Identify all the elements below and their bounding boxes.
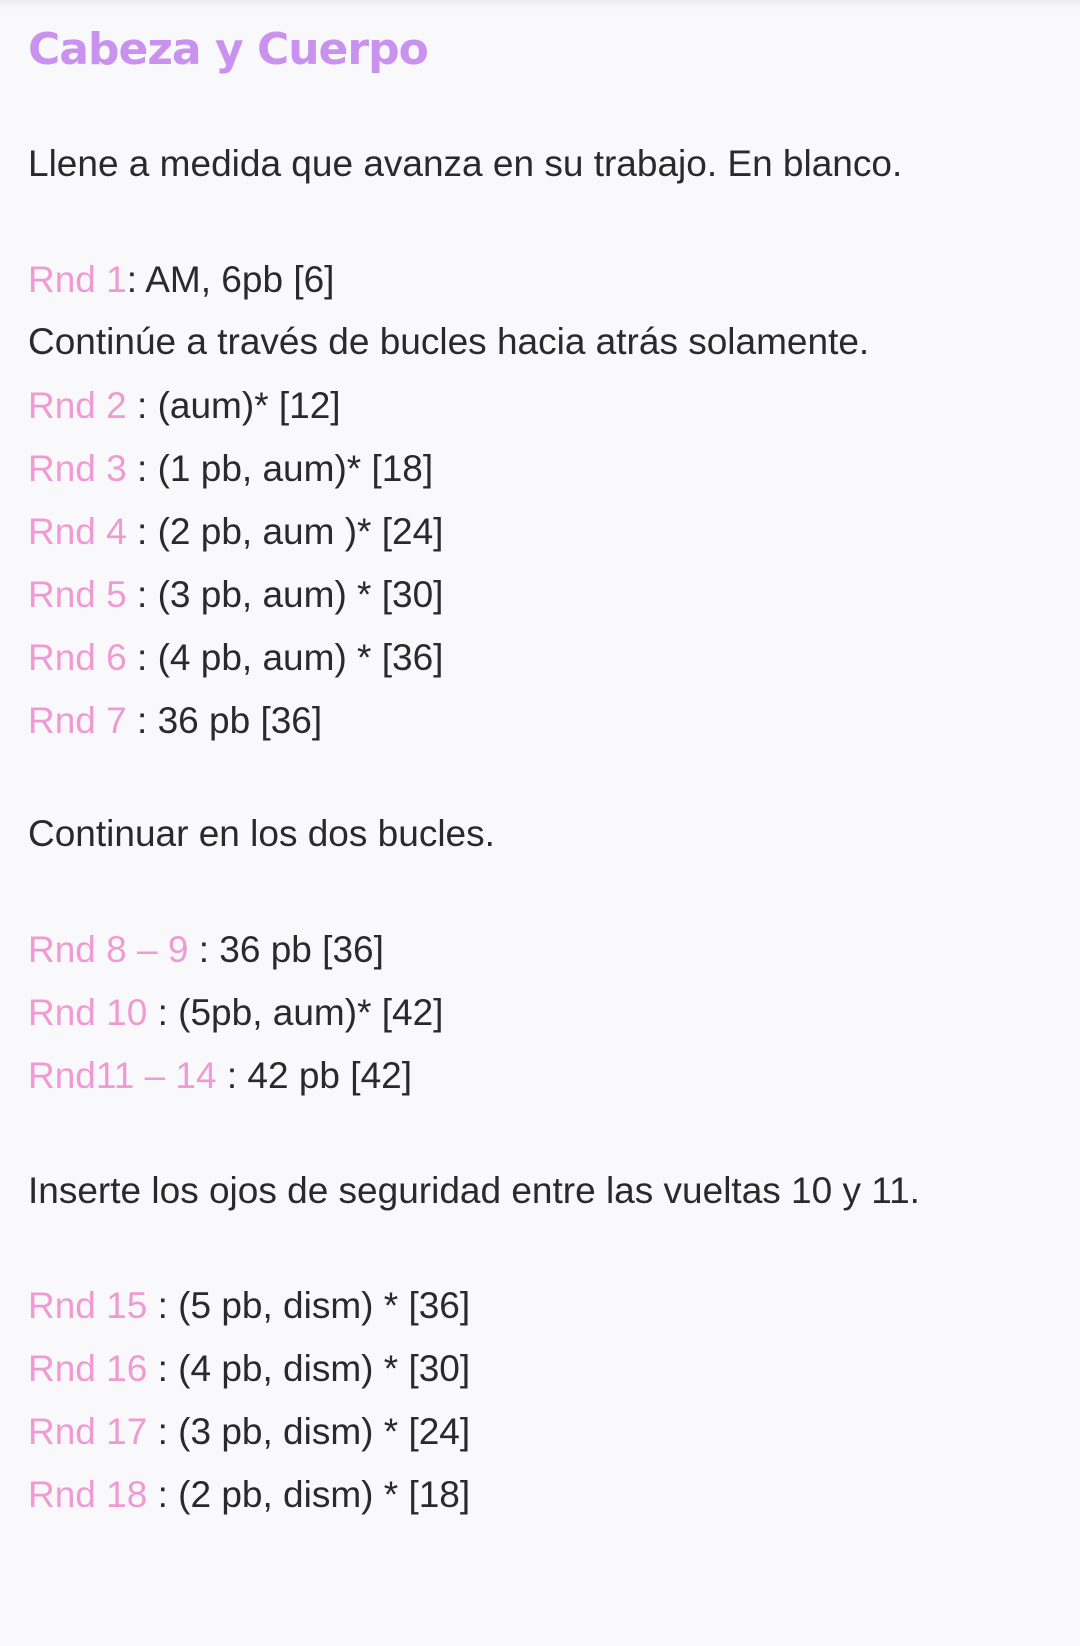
round-row — [28, 571, 443, 619]
round-row — [28, 1471, 470, 1519]
round-instruction: : (3 pb, dism) * [24] — [147, 1411, 471, 1452]
round-row — [28, 697, 322, 745]
round-row — [28, 634, 443, 682]
round-row — [28, 508, 443, 556]
round-label: Rnd 6 — [28, 637, 127, 678]
round-instruction: : AM, 6pb [6] — [126, 259, 335, 300]
intro-text: Llene a medida que avanza en su trabajo. En blanco. — [28, 143, 903, 184]
round-row — [28, 989, 443, 1037]
round-instruction: : (2 pb, aum )* [24] — [126, 511, 444, 552]
round-instruction: : 36 pb [36] — [188, 929, 384, 970]
round-instruction: : (5 pb, dism) * [36] — [147, 1285, 471, 1326]
round-instruction: : 36 pb [36] — [126, 700, 323, 741]
round-instruction: : (4 pb, aum) * [36] — [126, 637, 444, 678]
round-instruction: : (1 pb, aum)* [18] — [126, 448, 434, 489]
round-label: Rnd 16 — [28, 1348, 148, 1389]
round-label: Rnd 18 — [28, 1474, 148, 1515]
round-label: Rnd 15 — [28, 1285, 148, 1326]
round-row — [28, 1282, 470, 1330]
round-label: Rnd 17 — [28, 1411, 148, 1452]
round-instruction: : (2 pb, dism) * [18] — [147, 1474, 471, 1515]
both-loops-note: Continuar en los dos bucles. — [28, 813, 495, 854]
back-loops-note: Continúe a través de bucles hacia atrás solamente. — [28, 321, 870, 362]
round-label: Rnd 8 – 9 — [28, 929, 189, 970]
round-row — [28, 1408, 470, 1456]
round-row — [28, 256, 334, 304]
round-row — [28, 445, 433, 493]
round-label: Rnd 3 — [28, 448, 127, 489]
round-label: Rnd 4 — [28, 511, 127, 552]
round-label: Rnd 2 — [28, 385, 127, 426]
round-row — [28, 1052, 412, 1100]
round-instruction: : (3 pb, aum) * [30] — [126, 574, 444, 615]
section-title: Cabeza y Cuerpo — [28, 24, 428, 75]
round-instruction: : (4 pb, dism) * [30] — [147, 1348, 471, 1389]
round-label: Rnd 5 — [28, 574, 127, 615]
round-instruction: : 42 pb [42] — [216, 1055, 413, 1096]
round-row — [28, 1345, 470, 1393]
top-shadow — [0, 0, 1080, 10]
round-instruction: : (aum)* [12] — [126, 385, 341, 426]
round-label: Rnd 1 — [28, 259, 127, 300]
eyes-note: Inserte los ojos de seguridad entre las vueltas 10 y 11. — [28, 1170, 920, 1211]
round-label: Rnd 7 — [28, 700, 127, 741]
round-row — [28, 382, 341, 430]
round-label: Rnd11 – 14 — [28, 1055, 217, 1096]
round-label: Rnd 10 — [28, 992, 148, 1033]
round-instruction: : (5pb, aum)* [42] — [147, 992, 444, 1033]
round-row — [28, 926, 384, 974]
